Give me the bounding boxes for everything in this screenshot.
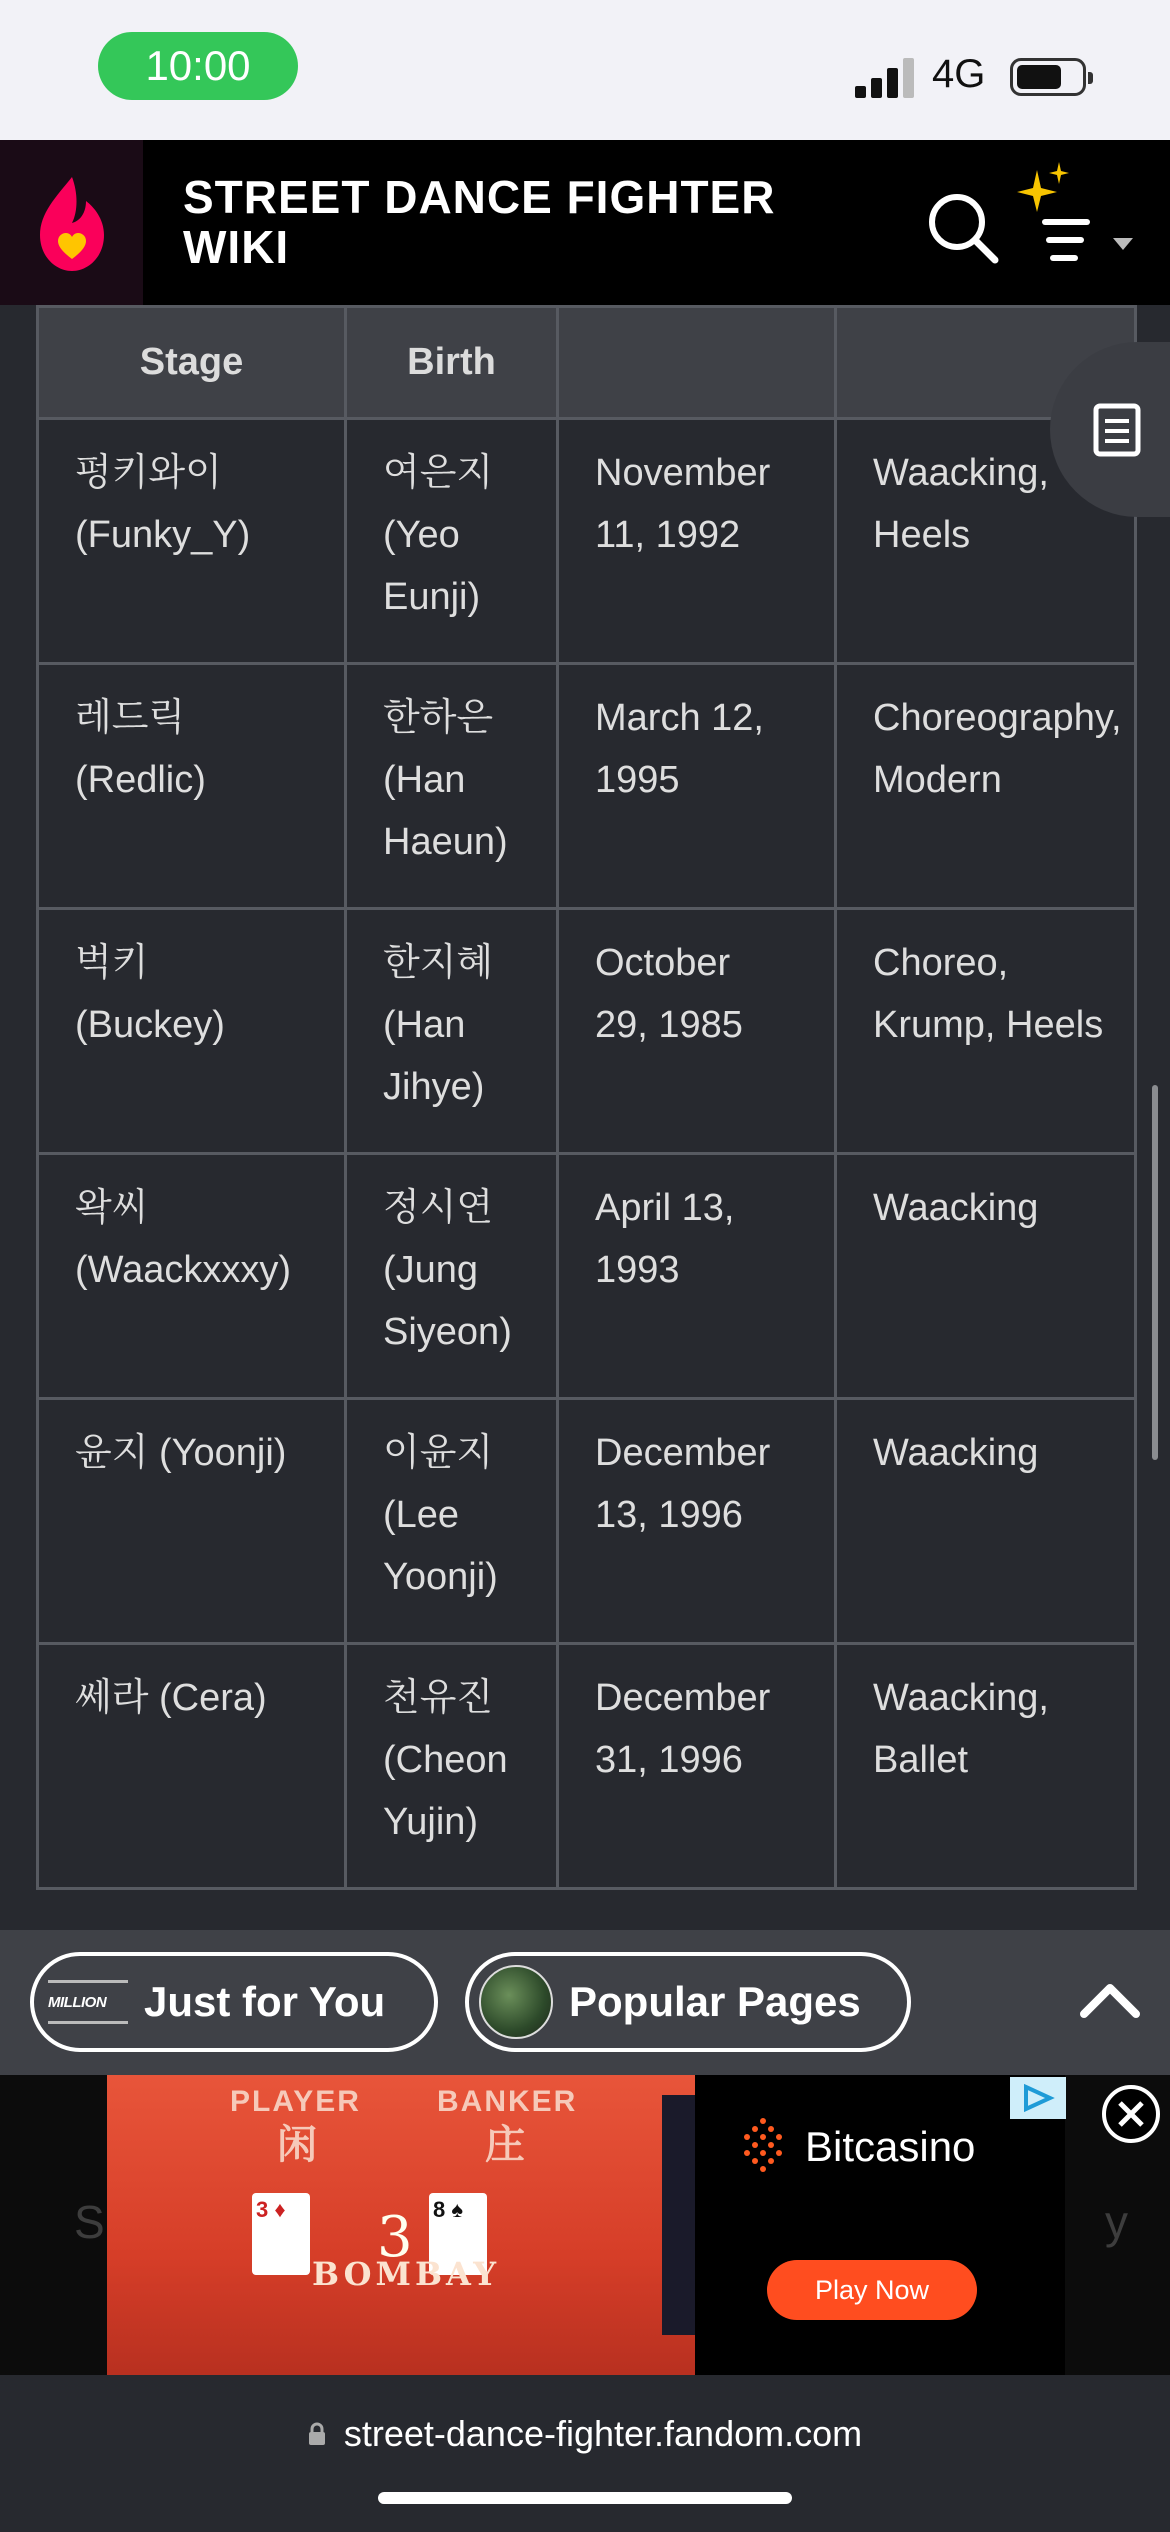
name-cell-text: Eunji) xyxy=(383,576,481,618)
genre-cell-text: Modern xyxy=(873,759,1002,801)
stage-cell-text: 펑키와이 xyxy=(75,452,222,494)
ad-play-now-button[interactable]: Play Now xyxy=(767,2260,977,2320)
stage-cell-text: 윤지 (Yoonji) xyxy=(75,1432,287,1474)
birth-cell xyxy=(558,419,836,664)
birth-cell-text: 29, 1985 xyxy=(595,1004,743,1046)
name-cell-text: (Lee xyxy=(383,1494,460,1536)
name-cell-text: (Jung xyxy=(383,1249,479,1291)
stage-cell-text: (Funky_Y) xyxy=(75,514,251,556)
home-indicator[interactable] xyxy=(378,2492,792,2504)
genre-cell-text: Choreography, xyxy=(873,697,1122,739)
name-cell-text: 한지혜 xyxy=(383,942,494,984)
stage-cell[interactable] xyxy=(38,1154,346,1399)
name-cell xyxy=(346,419,558,664)
name-cell xyxy=(346,1399,558,1644)
birth-cell-text: November xyxy=(595,452,771,494)
wiki-title-line1: STREET DANCE FIGHTER xyxy=(183,171,776,223)
name-cell-text: (Cheon xyxy=(383,1739,508,1781)
ai-menu-icon[interactable] xyxy=(1005,160,1150,280)
genre-cell-text: Waacking, xyxy=(873,1677,1049,1719)
name-cell xyxy=(346,1154,558,1399)
chevron-up-icon[interactable] xyxy=(1070,1960,1150,2040)
name-cell-text: 정시연 xyxy=(383,1187,494,1229)
name-cell xyxy=(346,909,558,1154)
name-cell-text: (Yeo xyxy=(383,514,460,556)
birth-cell-text: 31, 1996 xyxy=(595,1739,743,1781)
table-row xyxy=(38,1644,1136,1889)
birth-cell xyxy=(558,909,836,1154)
ad-banker-cn: 庄 xyxy=(485,2123,527,2167)
page-scrollbar[interactable] xyxy=(1152,1085,1158,1460)
name-cell-text: 이윤지 xyxy=(383,1432,494,1474)
genre-cell-text: Waacking xyxy=(873,1187,1039,1229)
battery-icon xyxy=(1010,58,1086,96)
search-icon[interactable] xyxy=(925,190,1001,266)
table-row xyxy=(38,419,1136,664)
cellular-signal-icon xyxy=(855,58,915,98)
ad-score: 3 xyxy=(377,2205,413,2270)
birth-cell-text: March 12, xyxy=(595,697,764,739)
name-cell xyxy=(346,664,558,909)
ad-banker-label: BANKER xyxy=(437,2085,578,2118)
ad-playing-card: 8 ♠ xyxy=(429,2193,487,2275)
genre-cell xyxy=(836,909,1136,1154)
stage-cell-text: (Redlic) xyxy=(75,759,206,801)
column-header-birth[interactable]: Birth xyxy=(346,307,558,419)
ad-brand-name: Bitcasino xyxy=(805,2123,976,2170)
ad-player-cn: 闲 xyxy=(277,2123,319,2167)
ad-playing-card: 3 ♦ xyxy=(252,2193,310,2275)
table-row xyxy=(38,1399,1136,1644)
name-cell-text: Haeun) xyxy=(383,821,508,863)
status-bar xyxy=(0,0,1170,140)
ad-baccarat-image[interactable] xyxy=(107,2075,695,2375)
ad-scoreboard xyxy=(662,2095,695,2335)
lock-icon xyxy=(308,2422,326,2446)
stage-cell-text: 왁씨 xyxy=(75,1187,149,1229)
browser-url-bar[interactable] xyxy=(0,2375,1170,2532)
name-cell-text: 천유진 xyxy=(383,1677,494,1719)
genre-cell xyxy=(836,1644,1136,1889)
genre-cell-text: Choreo, xyxy=(873,942,1009,984)
popular-pages-button[interactable] xyxy=(465,1952,911,2052)
birth-cell xyxy=(558,664,836,909)
birth-cell-text: October xyxy=(595,942,731,984)
ad-bombay-label: BOMBAY xyxy=(312,2255,501,2293)
column-header-stage[interactable]: Stage xyxy=(38,307,346,419)
wiki-title-line2: WIKI xyxy=(183,221,290,273)
birth-cell-text: 13, 1996 xyxy=(595,1494,743,1536)
stage-cell[interactable] xyxy=(38,1644,346,1889)
genre-cell xyxy=(836,664,1136,909)
birth-cell-text: 1993 xyxy=(595,1249,680,1291)
genre-cell-text: Ballet xyxy=(873,1739,969,1781)
million-logo-icon: MILLION xyxy=(48,1980,128,2024)
birth-cell-text: April 13, xyxy=(595,1187,735,1229)
column-header-3 xyxy=(558,307,836,419)
recommendations-bar xyxy=(0,1930,1170,2075)
close-ad-icon[interactable] xyxy=(1100,2083,1162,2145)
table-row xyxy=(38,664,1136,909)
stage-cell-text: (Waackxxxy) xyxy=(75,1249,292,1291)
genre-cell xyxy=(836,1399,1136,1644)
adchoices-icon[interactable] xyxy=(1010,2077,1066,2119)
network-type: 4G xyxy=(932,52,986,96)
birth-cell-text: December xyxy=(595,1677,771,1719)
fandom-logo-icon[interactable] xyxy=(0,140,143,305)
status-time: 10:00 xyxy=(98,32,298,100)
table-header-row xyxy=(38,307,1136,419)
stage-cell[interactable] xyxy=(38,664,346,909)
name-cell-text: Siyeon) xyxy=(383,1311,512,1353)
name-cell-text: Yoonji) xyxy=(383,1556,498,1598)
name-cell-text: 한하은 xyxy=(383,697,494,739)
genre-cell-text: Waacking xyxy=(873,1432,1039,1474)
name-cell-text: (Han xyxy=(383,1004,466,1046)
wiki-title[interactable] xyxy=(183,172,803,272)
bitcasino-logo-icon xyxy=(735,2115,791,2181)
ad-player-label: PLAYER xyxy=(230,2085,361,2118)
genre-cell-text: Heels xyxy=(873,514,971,556)
advertisement-banner[interactable] xyxy=(0,2075,1170,2375)
stage-cell[interactable] xyxy=(38,909,346,1154)
url-domain[interactable]: street-dance-fighter.fandom.com xyxy=(343,2413,863,2454)
birth-cell-text: December xyxy=(595,1432,771,1474)
popular-pages-label: Popular Pages xyxy=(569,1978,861,2025)
stage-cell-text: 레드릭 xyxy=(75,697,186,739)
name-cell-text: 여은지 xyxy=(383,452,494,494)
name-cell-text: Yujin) xyxy=(383,1801,479,1843)
birth-cell xyxy=(558,1644,836,1889)
just-for-you-button[interactable] xyxy=(30,1952,438,2052)
table-row xyxy=(38,1154,1136,1399)
birth-cell xyxy=(558,1399,836,1644)
name-cell-text: Jihye) xyxy=(383,1066,485,1108)
stage-cell-text: 쎄라 (Cera) xyxy=(75,1677,267,1719)
ad-bg-text-left: S xyxy=(74,2196,105,2248)
genre-cell-text: Krump, Heels xyxy=(873,1004,1104,1046)
ad-brand-panel[interactable] xyxy=(695,2075,1065,2375)
genre-cell-text: Waacking, xyxy=(873,452,1049,494)
birth-cell-text: 11, 1992 xyxy=(595,514,741,556)
birth-cell xyxy=(558,1154,836,1399)
stage-cell[interactable] xyxy=(38,1399,346,1644)
stage-cell[interactable] xyxy=(38,419,346,664)
birth-cell-text: 1995 xyxy=(595,759,680,801)
name-cell-text: (Han xyxy=(383,759,466,801)
just-for-you-label: Just for You xyxy=(144,1978,386,2025)
table-row xyxy=(38,909,1136,1154)
wiki-header xyxy=(0,140,1170,305)
popular-pages-thumbnail xyxy=(479,1965,553,2039)
name-cell xyxy=(346,1644,558,1889)
toc-icon xyxy=(1092,402,1142,458)
stage-cell-text: (Buckey) xyxy=(75,1004,225,1046)
genre-cell xyxy=(836,1154,1136,1399)
stage-cell-text: 벅키 xyxy=(75,942,149,984)
ad-bg-text-right: y xyxy=(1105,2196,1128,2248)
members-table xyxy=(36,305,1134,1890)
